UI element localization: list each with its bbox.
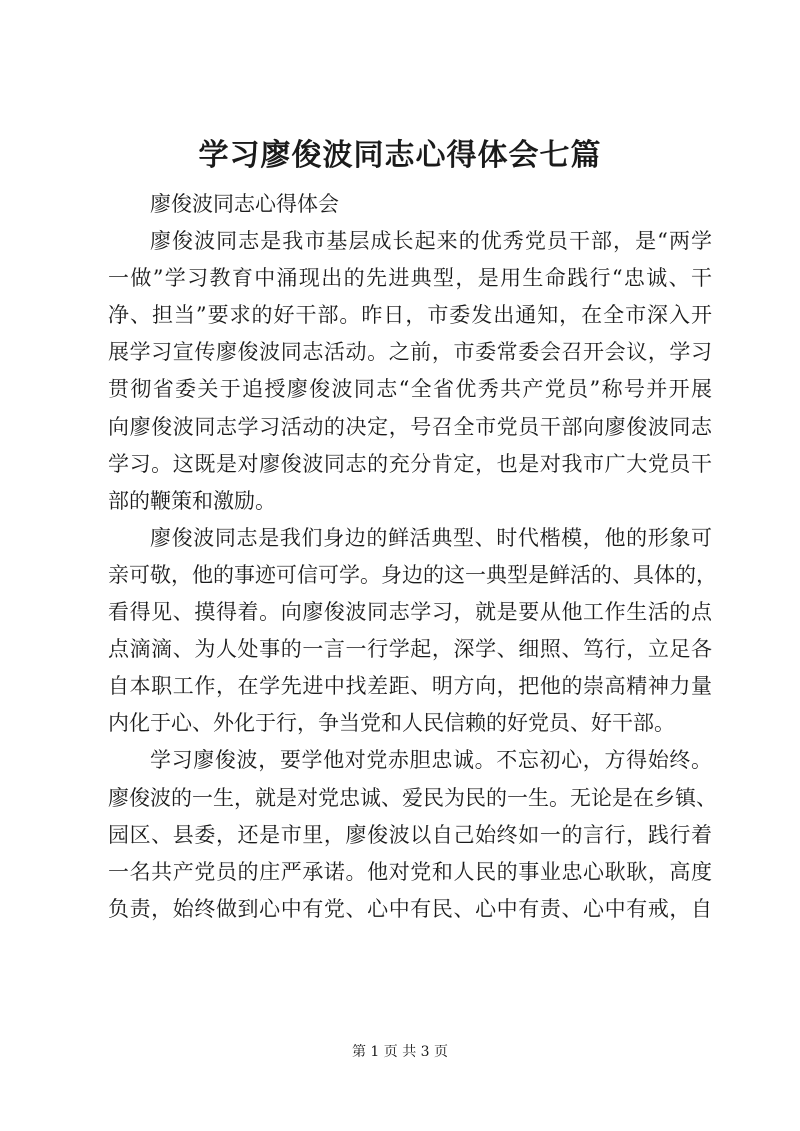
- section-heading: 廖俊波同志心得体会: [150, 192, 339, 216]
- document-body: [108, 186, 717, 928]
- paragraph-line: 看得见、摸得着。向廖俊波同志学习，就是要从他工作生活的点: [108, 600, 712, 625]
- paragraph-line: 亲可敬，他的事迹可信可学。身边的这一典型是鲜活的、具体的，: [108, 562, 717, 587]
- page-footer: 第 1 页 共 3 页: [351, 1044, 449, 1060]
- paragraph-line: 园区、县委，还是市里，廖俊波以自己始终如一的言行，践行着: [108, 822, 712, 847]
- paragraph-line: 廖俊波同志是我们身边的鲜活典型、时代楷模，他的形象可: [150, 525, 712, 550]
- paragraph-line: 点滴滴、为人处事的一言一行学起，深学、细照、笃行，立足各: [108, 637, 712, 662]
- paragraph-line: 展学习宣传廖俊波同志活动。之前，市委常委会召开会议，学习: [108, 340, 712, 365]
- paragraph-line: 学习。这既是对廖俊波同志的充分肯定，也是对我市广大党员干: [108, 451, 712, 476]
- paragraph-line: 学习廖俊波，要学他对党赤胆忠诚。不忘初心，方得始终。: [150, 748, 712, 773]
- paragraph-line: 负责，始终做到心中有党、心中有民、心中有责、心中有戒，自: [108, 896, 712, 921]
- paragraph-line: 内化于心、外化于行，争当党和人民信赖的好党员、好干部。: [108, 711, 675, 736]
- paragraph-line: 净、担当”要求的好干部。昨日，市委发出通知，在全市深入开: [108, 303, 712, 328]
- paragraph-line: 一名共产党员的庄严承诺。他对党和人民的事业忠心耿耿，高度: [108, 859, 712, 884]
- paragraph-line: 廖俊波的一生，就是对党忠诚、爱民为民的一生。无论是在乡镇、: [108, 785, 717, 810]
- paragraph-line: 向廖俊波同志学习活动的决定，号召全市党员干部向廖俊波同志: [108, 414, 712, 439]
- paragraph-line: 部的鞭策和激励。: [108, 488, 276, 513]
- document-title: 学习廖俊波同志心得体会七篇: [198, 138, 602, 173]
- paragraph-line: 廖俊波同志是我市基层成长起来的优秀党员干部，是“两学: [150, 229, 712, 254]
- paragraph-line: 自本职工作，在学先进中找差距、明方向，把他的崇高精神力量: [108, 674, 712, 699]
- paragraph-line: 一做”学习教育中涌现出的先进典型，是用生命践行“忠诚、干: [108, 266, 712, 291]
- paragraph-line: 贯彻省委关于追授廖俊波同志“全省优秀共产党员”称号并开展: [108, 377, 712, 402]
